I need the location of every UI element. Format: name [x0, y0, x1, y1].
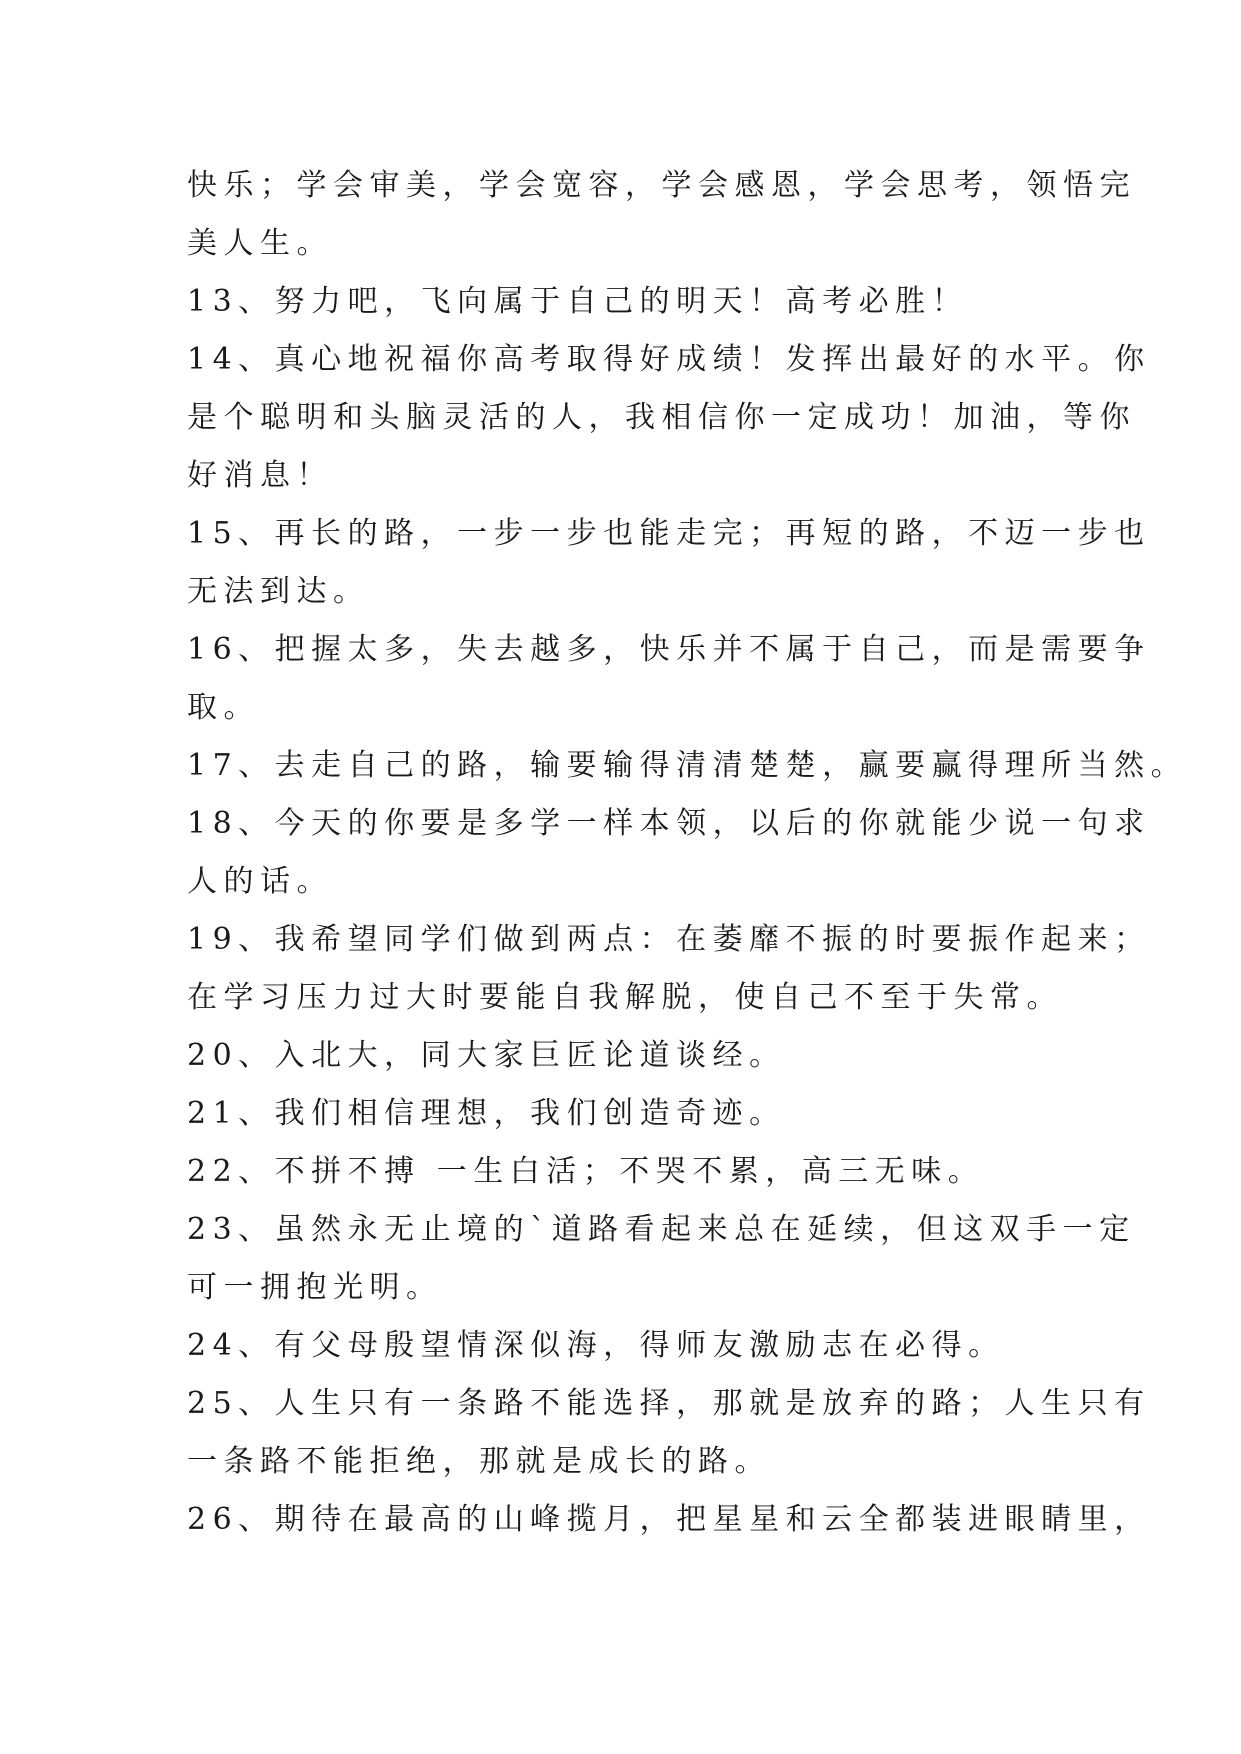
- text-line: 快乐；学会审美，学会宽容，学会感恩，学会思考，领悟完: [187, 168, 1136, 203]
- text-line: 15、再长的路，一步一步也能走完；再短的路，不迈一步也: [187, 516, 1151, 551]
- text-line: 23、虽然永无止境的`道路看起来总在延续，但这双手一定: [187, 1212, 1136, 1247]
- text-line: 人的话。: [187, 864, 333, 899]
- text-line: 13、努力吧，飞向属于自己的明天！高考必胜！: [187, 284, 969, 319]
- text-line: 19、我希望同学们做到两点：在萎靡不振的时要振作起来；: [187, 922, 1151, 957]
- text-line: 24、有父母殷望情深似海，得师友激励志在必得。: [187, 1328, 1005, 1363]
- text-line: 16、把握太多，失去越多，快乐并不属于自己，而是需要争: [187, 632, 1151, 667]
- text-line: 在学习压力过大时要能自我解脱，使自己不至于失常。: [187, 980, 1063, 1015]
- text-line: 22、不拼不搏 一生白活；不哭不累，高三无味。: [187, 1154, 985, 1189]
- text-line: 是个聪明和头脑灵活的人，我相信你一定成功！加油，等你: [187, 400, 1136, 435]
- text-line: 美人生。: [187, 226, 333, 261]
- text-line: 好消息！: [187, 458, 333, 493]
- text-line: 17、去走自己的路，输要输得清清楚楚，赢要赢得理所当然。: [187, 748, 1188, 783]
- text-line: 无法到达。: [187, 574, 370, 609]
- text-line: 可一拥抱光明。: [187, 1270, 443, 1305]
- text-line: 14、真心地祝福你高考取得好成绩！发挥出最好的水平。你: [187, 342, 1151, 377]
- text-line: 一条路不能拒绝，那就是成长的路。: [187, 1444, 771, 1479]
- document-body: [187, 157, 1188, 1549]
- text-line: 25、人生只有一条路不能选择，那就是放弃的路；人生只有: [187, 1386, 1151, 1421]
- text-line: 20、入北大，同大家巨匠论道谈经。: [187, 1038, 786, 1073]
- text-line: 取。: [187, 690, 260, 725]
- text-line: 26、期待在最高的山峰揽月，把星星和云全都装进眼睛里，: [187, 1502, 1151, 1537]
- text-line: 21、我们相信理想，我们创造奇迹。: [187, 1096, 786, 1131]
- text-line: 18、今天的你要是多学一样本领，以后的你就能少说一句求: [187, 806, 1151, 841]
